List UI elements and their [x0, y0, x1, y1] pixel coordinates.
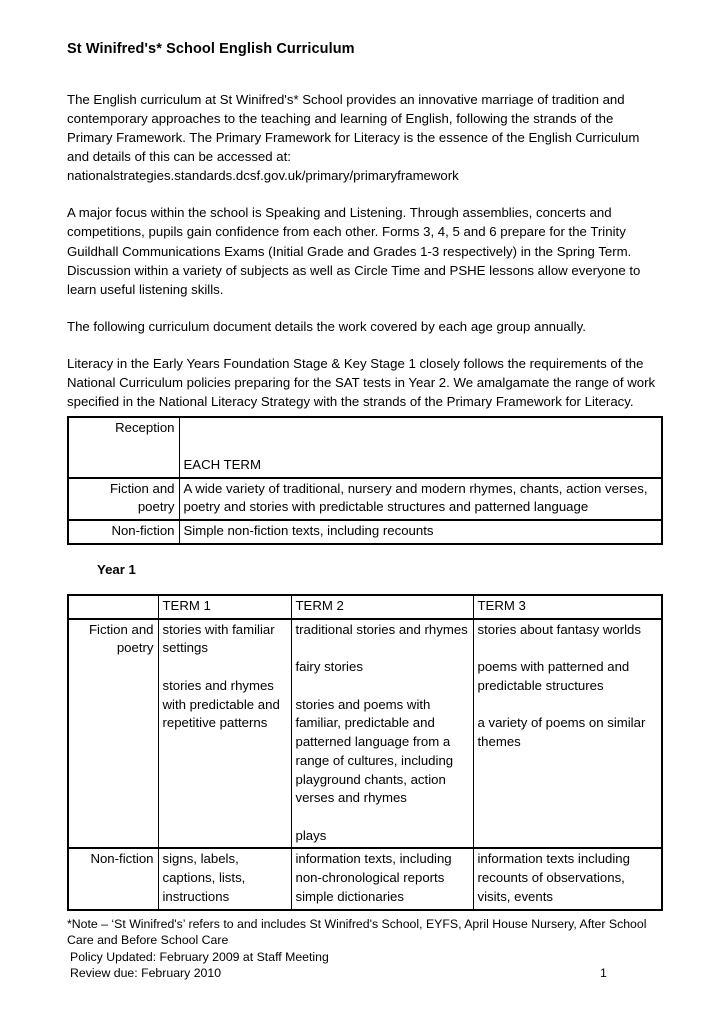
- year1-nonfiction-term2-cell: information texts, including non-chronological reports simple dictionaries: [291, 848, 473, 909]
- reception-fiction-poetry-value: A wide variety of traditional, nursery and modern rhymes, chants, action verses, poetry and stories with predictable structures and patterned language: [179, 478, 662, 520]
- cell-paragraph: plays: [295, 827, 327, 843]
- table-row: [68, 848, 662, 909]
- reception-curriculum-table: [67, 416, 663, 545]
- year1-nonfiction-term1-cell: signs, labels, captions, lists, instructions: [158, 848, 291, 909]
- reception-header-value-cell: [179, 417, 662, 478]
- document-body: [67, 40, 661, 911]
- year-1-curriculum-table: [67, 594, 663, 911]
- year1-fiction-term3-cell: [473, 619, 662, 849]
- page-footer: [67, 916, 667, 981]
- cell-paragraph: stories and poems with familiar, predictable and patterned language from a range of cultures, including playground chants, action verses and rhymes: [295, 696, 454, 806]
- spacer: [67, 60, 661, 90]
- year-1-heading: Year 1: [97, 561, 136, 577]
- spacer: [67, 299, 661, 317]
- blank-line: [163, 658, 288, 677]
- blank-line: [478, 639, 659, 658]
- reception-non-fiction-value: Simple non-fiction texts, including recounts: [179, 520, 662, 544]
- blank-line: [296, 808, 470, 827]
- cell-paragraph: traditional stories and rhymes: [295, 621, 468, 637]
- table-row: [68, 417, 662, 478]
- blank-line: [184, 437, 659, 456]
- blank-line: [296, 639, 470, 658]
- row-label-fiction-poetry: Fiction and poetry: [68, 478, 179, 520]
- reception-each-term-label: EACH TERM: [183, 457, 261, 472]
- footer-last-line: [67, 965, 667, 981]
- speaking-listening-paragraph: A major focus within the school is Speaking and Listening. Through assemblies, concerts and competitions, pupils gain confidence from each other. Forms 3, 4, 5 and 6 prepare for the Trinity Guildhall Communications Exams (Initial Grade and Grades 1-3 respectively) in the Spring Term. Discussion within a variety of subjects as well as Circle Time and PSHE lessons allow everyone to learn useful listening skills.: [67, 205, 641, 297]
- spacer: [67, 577, 661, 594]
- column-header-term-2: TERM 2: [291, 595, 473, 619]
- page-number: 1: [600, 966, 607, 981]
- blank-line: [184, 419, 659, 438]
- footer-note-line-2: Care and Before School Care: [67, 933, 229, 948]
- document-overview-paragraph: The following curriculum document details the work covered by each age group annually.: [67, 318, 586, 334]
- intro-paragraph: The English curriculum at St Winifred's* School provides an innovative marriage of tradition and contemporary approaches to the teaching and learning of English, following the strands of the Primary Framework. The Primary Framework for Literacy is the essence of the English Curriculum and details of this can be accessed at: nationalstrategies.standards.dcsf.gov.uk/primary/primaryframework: [67, 91, 640, 184]
- blank-line: [478, 696, 659, 715]
- spacer: [67, 185, 661, 203]
- footer-note-line-1: *Note – ‘St Winifred's’ refers to and includes St Winifred's School, EYFS, April House Nursery, After School: [67, 917, 647, 931]
- cell-paragraph: stories and rhymes with predictable and repetitive patterns: [162, 677, 280, 731]
- year1-nonfiction-term3-cell: information texts including recounts of observations, visits, events: [473, 848, 662, 909]
- cell-paragraph: stories about fantasy worlds: [477, 621, 641, 637]
- column-header-term-3: TERM 3: [473, 595, 662, 619]
- cell-paragraph: poems with patterned and predictable structures: [477, 659, 630, 693]
- table-row: [68, 478, 662, 520]
- literacy-paragraph: Literacy in the Early Years Foundation Stage & Key Stage 1 closely follows the requirements of the National Curriculum policies preparing for the SAT tests in Year 2. We amalgamate the range of work specified in the National Literacy Strategy with the strands of the Primary Framework for Literacy.: [67, 356, 656, 410]
- table-row: [68, 619, 662, 849]
- row-label-non-fiction: Non-fiction: [68, 848, 158, 909]
- page-title: St Winifred's* School English Curriculum: [67, 41, 355, 57]
- reception-header-label: Reception: [68, 417, 179, 478]
- footer-policy-updated: Policy Updated: February 2009 at Staff Meeting: [70, 949, 329, 964]
- column-header-term-1: TERM 1: [158, 595, 291, 619]
- column-header-blank: [68, 595, 158, 619]
- table-header-row: [68, 595, 662, 619]
- table-row: [68, 520, 662, 544]
- cell-paragraph: a variety of poems on similar themes: [477, 715, 646, 750]
- row-label-fiction-poetry: Fiction and poetry: [68, 619, 158, 849]
- footer-review-due: Review due: February 2010: [70, 966, 222, 981]
- spacer: [67, 545, 661, 562]
- blank-line: [296, 677, 470, 696]
- cell-paragraph: fairy stories: [295, 659, 363, 675]
- cell-paragraph: stories with familiar settings: [162, 621, 275, 656]
- spacer: [67, 336, 661, 354]
- row-label-non-fiction: Non-fiction: [68, 520, 179, 544]
- year1-fiction-term2-cell: [291, 619, 473, 849]
- year1-fiction-term1-cell: [158, 619, 291, 849]
